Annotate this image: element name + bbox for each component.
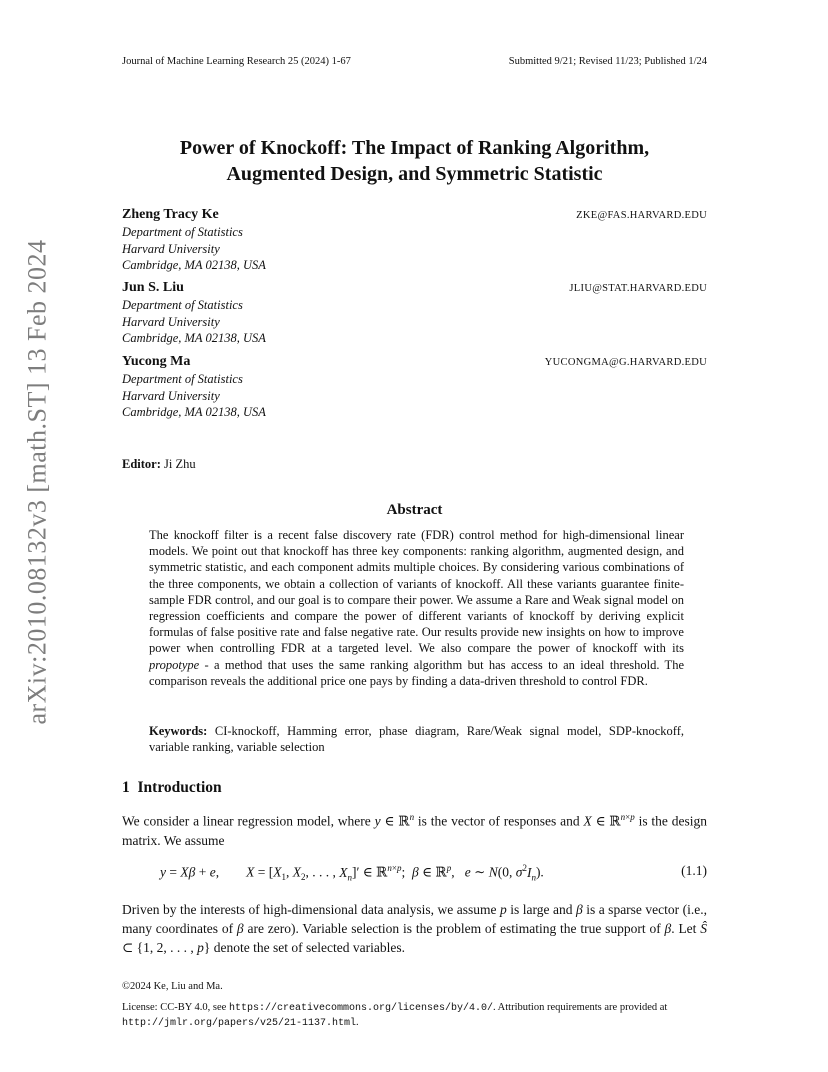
author-university: Harvard University — [122, 314, 220, 329]
intro-text: is the design matrix. We assume — [122, 813, 708, 848]
author-university: Harvard University — [122, 241, 220, 256]
editor-label: Editor: — [122, 457, 161, 471]
intro-text: is the vector of responses and — [414, 813, 584, 829]
section-title: Introduction — [137, 779, 222, 796]
intro-text: Driven by the interests of high-dimensional data analysis, we assume — [122, 902, 500, 917]
journal-citation: Journal of Machine Learning Research 25 (2024) 1-67 — [122, 56, 351, 67]
author-email[interactable]: ZKE@FAS.HARVARD.EDU — [576, 210, 707, 221]
author-name: Jun S. Liu — [122, 280, 184, 295]
author-university: Harvard University — [122, 388, 220, 403]
intro-text: are zero). Variable selection is the problem of estimating the true support of — [243, 921, 665, 936]
title-line-1: Power of Knockoff: The Impact of Ranking Algorithm, — [179, 137, 650, 159]
keywords-list: CI-knockoff, Hamming error, phase diagram, Rare/Weak signal model, SDP-knockoff, variable ranking, variable selection — [149, 724, 685, 755]
license-text: License: CC-BY 4.0, see — [122, 1002, 229, 1013]
paper-title — [122, 135, 707, 187]
equation-number: (1.1) — [681, 863, 707, 878]
submission-dates: Submitted 9/21; Revised 11/23; Published 1/24 — [508, 56, 707, 67]
keywords-label: Keywords: — [149, 724, 208, 738]
license-link[interactable]: https://creativecommons.org/licenses/by/4.0/ — [228, 1003, 493, 1014]
author-block-3 — [122, 353, 707, 421]
author-name: Zheng Tracy Ke — [122, 207, 219, 222]
intro-text: is a sparse vector (i.e., many coordinates of — [122, 902, 708, 936]
intro-paragraph-1: We consider a linear regression model, where y ∈ ℝ$^n$ is the vector of responses and X ∈ ℝ$^{n\times p}$ is the design matrix. We assume — [122, 812, 708, 848]
equation-body: y = Xβ + e, $X = [X_1$, $X_2$, . . . , $X_n]'$ ∈ ℝ$^{n\times p}$; β ∈ ℝ$^p$, e ∼ N(0, $\sigma^2I_n$). — [160, 863, 544, 883]
author-email[interactable]: YUCONGMA@G.HARVARD.EDU — [544, 357, 707, 368]
editor-name: Ji Zhu — [164, 457, 196, 471]
abstract-body — [149, 527, 684, 689]
keywords — [149, 723, 684, 755]
section-number: 1 — [122, 779, 130, 796]
license-text: . — [356, 1017, 359, 1028]
title-line-2: Augmented Design, and Symmetric Statistic — [226, 163, 603, 185]
author-email[interactable]: JLIU@STAT.HARVARD.EDU — [569, 283, 707, 294]
author-department: Department of Statistics — [122, 372, 243, 386]
abstract-italic-term: propotype — [149, 657, 200, 672]
author-address: Cambridge, MA 02138, USA — [122, 258, 266, 272]
abstract-text-part-1: The knockoff filter is a recent false discovery rate (FDR) control method for high-dimensional linear models. We point out that knockoff has three key components: ranking algorithm, augmented design, and symmetric statistic, and each component admits multiple choices. By considering various combinations of the three components, we obtain a collection of variants of knockoff. All these variants guarantee finite-sample FDR control, and our goal is to compare their power. We assume a Rare and Weak signal model on regression coefficients and compare the power of different variants of knockoff by deriving explicit formulas of false positive rate and false negative rate. Our results provide new insights on how to improve power when controlling FDR at a targeted level. We also compare the power of knockoff with its — [149, 528, 684, 656]
author-department: Department of Statistics — [122, 298, 243, 312]
author-name: Yucong Ma — [122, 354, 191, 369]
license-notice — [122, 1001, 707, 1031]
abstract-heading: Abstract — [386, 502, 443, 518]
author-address: Cambridge, MA 02138, USA — [122, 331, 266, 345]
intro-text: denote the set of selected variables. — [210, 940, 405, 955]
copyright-notice: ©2024 Ke, Liu and Ma. — [122, 981, 223, 992]
author-address: Cambridge, MA 02138, USA — [122, 405, 266, 419]
intro-text: . Let — [671, 921, 701, 936]
author-block-1 — [122, 206, 707, 274]
intro-text: We consider a linear regression model, where — [122, 813, 375, 829]
license-text: . Attribution requirements are provided at — [492, 1002, 668, 1013]
intro-text: is large and — [506, 902, 576, 917]
author-department: Department of Statistics — [122, 225, 243, 239]
intro-paragraph-2: Driven by the interests of high-dimensional data analysis, we assume p is large and β is a sparse vector (i.e., many coordinates of β are zero). Variable selection is the problem of estimating the true support of β. Let Ŝ ⊂ {1, 2, . . . , p} denote the set of selected variables. — [122, 902, 708, 955]
running-header — [122, 56, 707, 67]
arxiv-stamp-text: arXiv:2010.08132v3 [math.ST] 13 Feb 2024 — [23, 239, 53, 725]
abstract-text-part-2: - a method that uses the same ranking algorithm but has access to an ideal threshold. The comparison reveals the additional price one pays by finding a data-driven threshold to control FDR. — [149, 657, 684, 688]
arxiv-stamp — [20, 239, 56, 725]
author-block-2 — [122, 279, 707, 347]
section-heading-introduction — [122, 779, 222, 797]
editor-line — [122, 457, 196, 472]
attribution-link[interactable]: http://jmlr.org/papers/v25/21-1137.html — [122, 1018, 357, 1029]
